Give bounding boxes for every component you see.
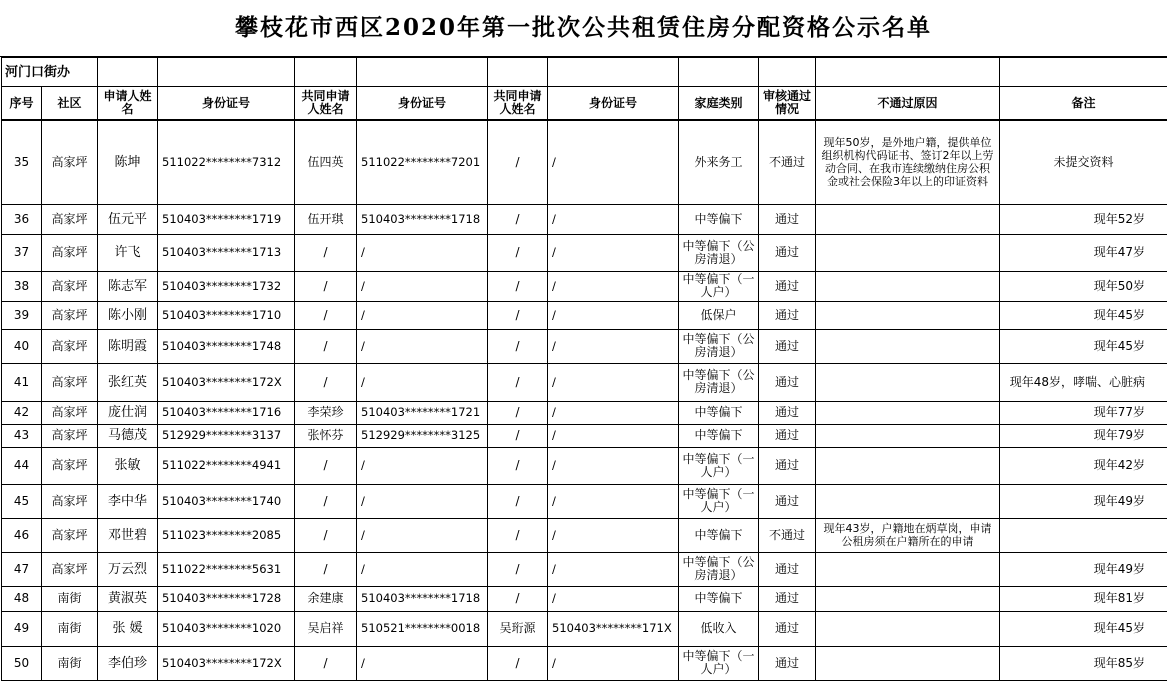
cell-co-applicant-2-id: / (548, 363, 679, 401)
cell-no: 38 (2, 271, 42, 301)
cell-applicant-name: 张 媛 (98, 611, 158, 646)
cell-review-result: 通过 (759, 363, 816, 401)
cell-no: 47 (2, 552, 42, 586)
cell-no: 37 (2, 234, 42, 271)
cell-co-applicant-1-id: 512929********3125 (357, 424, 488, 447)
cell-review-result: 通过 (759, 329, 816, 363)
cell-family-category: 中等偏下（一人户） (679, 447, 759, 484)
cell-co-applicant-2-id: / (548, 552, 679, 586)
table-row (2, 552, 1167, 586)
cell-co-applicant-1: 伍开琪 (295, 204, 357, 234)
header-row (2, 87, 1167, 121)
cell-co-applicant-1: / (295, 518, 357, 552)
cell-review-result: 通过 (759, 401, 816, 424)
cell-applicant-name: 陈小刚 (98, 301, 158, 329)
cell-co-applicant-2-id: / (548, 424, 679, 447)
table-row (2, 204, 1167, 234)
cell-no: 45 (2, 484, 42, 518)
cell-co-applicant-1: / (295, 484, 357, 518)
cell-applicant-name: 庞仕润 (98, 401, 158, 424)
cell-note: 现年42岁 (1000, 447, 1167, 484)
cell-id-number: 510403********1020 (158, 611, 295, 646)
cell-co-applicant-1: / (295, 552, 357, 586)
cell-rejection-reason (816, 447, 1000, 484)
cell-rejection-reason (816, 552, 1000, 586)
cell-co-applicant-2-id: / (548, 401, 679, 424)
table-row (2, 234, 1167, 271)
cell-community: 高家坪 (42, 329, 98, 363)
cell-id-number: 511022********4941 (158, 447, 295, 484)
cell-rejection-reason (816, 301, 1000, 329)
cell-no: 40 (2, 329, 42, 363)
cell-applicant-name: 陈坤 (98, 120, 158, 204)
cell-applicant-name: 李中华 (98, 484, 158, 518)
cell-community: 高家坪 (42, 234, 98, 271)
cell-co-applicant-2: / (488, 586, 548, 611)
cell-rejection-reason (816, 271, 1000, 301)
cell-community: 高家坪 (42, 120, 98, 204)
table-row (2, 646, 1167, 680)
table-row (2, 518, 1167, 552)
header-reason: 不通过原因 (816, 87, 1000, 121)
cell-co-applicant-1: / (295, 301, 357, 329)
header-co-applicant-1: 共同申请人姓名 (295, 87, 357, 121)
cell-co-applicant-2: / (488, 301, 548, 329)
cell-community: 高家坪 (42, 301, 98, 329)
cell-note: 现年47岁 (1000, 234, 1167, 271)
cell-applicant-name: 张敏 (98, 447, 158, 484)
cell-id-number: 511022********5631 (158, 552, 295, 586)
cell-co-applicant-1: 余建康 (295, 586, 357, 611)
cell-rejection-reason (816, 234, 1000, 271)
cell-applicant-name: 万云烈 (98, 552, 158, 586)
cell-co-applicant-2-id: / (548, 234, 679, 271)
cell-id-number: 510403********1719 (158, 204, 295, 234)
cell-co-applicant-2: / (488, 518, 548, 552)
cell-id-number: 511022********7312 (158, 120, 295, 204)
cell-id-number: 510403********1713 (158, 234, 295, 271)
cell-review-result: 不通过 (759, 120, 816, 204)
cell-family-category: 外来务工 (679, 120, 759, 204)
cell-community: 南街 (42, 646, 98, 680)
cell-co-applicant-1-id: / (357, 363, 488, 401)
cell-review-result: 通过 (759, 234, 816, 271)
cell-community: 高家坪 (42, 363, 98, 401)
office-label: 河门口街办 (2, 58, 98, 87)
cell-co-applicant-1-id: / (357, 271, 488, 301)
cell-rejection-reason (816, 204, 1000, 234)
cell-co-applicant-2-id: / (548, 518, 679, 552)
cell-applicant-name: 邓世碧 (98, 518, 158, 552)
cell-co-applicant-2: / (488, 447, 548, 484)
cell-community: 高家坪 (42, 447, 98, 484)
cell-co-applicant-2: / (488, 424, 548, 447)
cell-review-result: 通过 (759, 586, 816, 611)
cell-co-applicant-2-id: / (548, 484, 679, 518)
cell-rejection-reason (816, 329, 1000, 363)
cell-note: 现年45岁 (1000, 611, 1167, 646)
cell-no: 42 (2, 401, 42, 424)
cell-family-category: 中等偏下（一人户） (679, 646, 759, 680)
cell-note (1000, 518, 1167, 552)
cell-applicant-name: 黄淑英 (98, 586, 158, 611)
table-body (2, 120, 1167, 680)
cell-applicant-name: 陈明霞 (98, 329, 158, 363)
cell-family-category: 中等偏下 (679, 401, 759, 424)
cell-co-applicant-2: / (488, 234, 548, 271)
cell-review-result: 通过 (759, 204, 816, 234)
cell-co-applicant-2: 吴珩源 (488, 611, 548, 646)
cell-note: 现年77岁 (1000, 401, 1167, 424)
cell-applicant-name: 李伯珍 (98, 646, 158, 680)
cell-family-category: 中等偏下 (679, 586, 759, 611)
cell-co-applicant-1: / (295, 447, 357, 484)
page-title: 攀枝花市西区2020年第一批次公共租赁住房分配资格公示名单 (0, 0, 1167, 57)
cell-community: 南街 (42, 611, 98, 646)
table-row (2, 120, 1167, 204)
cell-note: 现年50岁 (1000, 271, 1167, 301)
cell-community: 高家坪 (42, 424, 98, 447)
allocation-table (1, 57, 1167, 681)
cell-community: 高家坪 (42, 518, 98, 552)
cell-co-applicant-1-id: 510403********1718 (357, 204, 488, 234)
cell-co-applicant-2: / (488, 363, 548, 401)
cell-co-applicant-1-id: / (357, 301, 488, 329)
cell-rejection-reason (816, 363, 1000, 401)
cell-rejection-reason (816, 401, 1000, 424)
cell-id-number: 510403********1740 (158, 484, 295, 518)
cell-note: 现年81岁 (1000, 586, 1167, 611)
cell-co-applicant-1: / (295, 234, 357, 271)
cell-review-result: 通过 (759, 484, 816, 518)
cell-co-applicant-1-id: / (357, 447, 488, 484)
cell-co-applicant-1-id: / (357, 234, 488, 271)
cell-co-applicant-2-id: / (548, 204, 679, 234)
cell-id-number: 510403********1710 (158, 301, 295, 329)
cell-id-number: 510403********172X (158, 646, 295, 680)
cell-rejection-reason (816, 611, 1000, 646)
cell-co-applicant-2: / (488, 329, 548, 363)
table-row (2, 484, 1167, 518)
cell-co-applicant-1: 李荣珍 (295, 401, 357, 424)
cell-id-number: 511023********2085 (158, 518, 295, 552)
cell-family-category: 中等偏下 (679, 518, 759, 552)
cell-no: 43 (2, 424, 42, 447)
cell-no: 48 (2, 586, 42, 611)
cell-co-applicant-2-id: / (548, 329, 679, 363)
cell-note: 现年85岁 (1000, 646, 1167, 680)
cell-co-applicant-1: 伍四英 (295, 120, 357, 204)
header-note: 备注 (1000, 87, 1167, 121)
cell-community: 高家坪 (42, 552, 98, 586)
cell-note: 现年45岁 (1000, 301, 1167, 329)
cell-no: 41 (2, 363, 42, 401)
cell-co-applicant-1-id: / (357, 329, 488, 363)
header-category: 家庭类别 (679, 87, 759, 121)
table-row (2, 611, 1167, 646)
cell-review-result: 不通过 (759, 518, 816, 552)
cell-no: 50 (2, 646, 42, 680)
cell-id-number: 510403********1716 (158, 401, 295, 424)
cell-co-applicant-2: / (488, 484, 548, 518)
cell-review-result: 通过 (759, 447, 816, 484)
header-result: 审核通过情况 (759, 87, 816, 121)
table-row (2, 401, 1167, 424)
table-row (2, 329, 1167, 363)
cell-family-category: 中等偏下（公房清退） (679, 234, 759, 271)
cell-note: 现年79岁 (1000, 424, 1167, 447)
cell-co-applicant-1-id: 510521********0018 (357, 611, 488, 646)
table-row (2, 424, 1167, 447)
cell-applicant-name: 伍元平 (98, 204, 158, 234)
cell-note: 现年48岁，哮喘、心脏病 (1000, 363, 1167, 401)
office-row (2, 58, 1167, 87)
cell-no: 44 (2, 447, 42, 484)
table-row (2, 363, 1167, 401)
cell-co-applicant-1-id: 510403********1718 (357, 586, 488, 611)
cell-review-result: 通过 (759, 552, 816, 586)
cell-community: 南街 (42, 586, 98, 611)
cell-id-number: 510403********172X (158, 363, 295, 401)
cell-co-applicant-2: / (488, 271, 548, 301)
cell-rejection-reason: 现年43岁，户籍地在炳草岗，申请公租房须在户籍所在的申请 (816, 518, 1000, 552)
cell-no: 39 (2, 301, 42, 329)
cell-co-applicant-1: / (295, 363, 357, 401)
cell-note: 现年45岁 (1000, 329, 1167, 363)
header-community: 社区 (42, 87, 98, 121)
cell-co-applicant-2-id: / (548, 586, 679, 611)
cell-family-category: 中等偏下 (679, 424, 759, 447)
cell-rejection-reason: 现年50岁，是外地户籍，提供单位组织机构代码证书、签订2年以上劳动合同、在我市连续缴纳住房公积金或社会保险3年以上的印证资料 (816, 120, 1000, 204)
header-no: 序号 (2, 87, 42, 121)
cell-note: 现年52岁 (1000, 204, 1167, 234)
cell-co-applicant-1-id: / (357, 484, 488, 518)
cell-co-applicant-1-id: / (357, 518, 488, 552)
cell-review-result: 通过 (759, 301, 816, 329)
cell-family-category: 中等偏下（一人户） (679, 271, 759, 301)
cell-co-applicant-1: 张怀芬 (295, 424, 357, 447)
cell-id-number: 512929********3137 (158, 424, 295, 447)
cell-no: 36 (2, 204, 42, 234)
header-co-applicant-2-id: 身份证号 (548, 87, 679, 121)
cell-review-result: 通过 (759, 611, 816, 646)
cell-co-applicant-2: / (488, 120, 548, 204)
cell-co-applicant-2: / (488, 552, 548, 586)
cell-family-category: 低保户 (679, 301, 759, 329)
cell-rejection-reason (816, 586, 1000, 611)
cell-review-result: 通过 (759, 424, 816, 447)
cell-co-applicant-1: / (295, 646, 357, 680)
cell-family-category: 中等偏下（公房清退） (679, 552, 759, 586)
cell-co-applicant-1: / (295, 329, 357, 363)
cell-co-applicant-2-id: / (548, 301, 679, 329)
table-row (2, 301, 1167, 329)
cell-co-applicant-1-id: 511022********7201 (357, 120, 488, 204)
cell-co-applicant-1-id: / (357, 646, 488, 680)
cell-applicant-name: 陈志军 (98, 271, 158, 301)
cell-review-result: 通过 (759, 271, 816, 301)
cell-applicant-name: 许飞 (98, 234, 158, 271)
cell-id-number: 510403********1732 (158, 271, 295, 301)
cell-community: 高家坪 (42, 204, 98, 234)
cell-co-applicant-2-id: / (548, 646, 679, 680)
cell-rejection-reason (816, 424, 1000, 447)
cell-applicant-name: 张红英 (98, 363, 158, 401)
cell-co-applicant-1: 吴启祥 (295, 611, 357, 646)
cell-no: 35 (2, 120, 42, 204)
cell-id-number: 510403********1748 (158, 329, 295, 363)
cell-family-category: 中等偏下（公房清退） (679, 363, 759, 401)
cell-family-category: 中等偏下（一人户） (679, 484, 759, 518)
cell-co-applicant-1: / (295, 271, 357, 301)
cell-co-applicant-2-id: / (548, 447, 679, 484)
header-co-applicant-1-id: 身份证号 (357, 87, 488, 121)
cell-co-applicant-2: / (488, 646, 548, 680)
cell-note: 现年49岁 (1000, 552, 1167, 586)
header-applicant: 申请人姓名 (98, 87, 158, 121)
table-row (2, 447, 1167, 484)
cell-applicant-name: 马德茂 (98, 424, 158, 447)
cell-family-category: 中等偏下（公房清退） (679, 329, 759, 363)
cell-community: 高家坪 (42, 484, 98, 518)
cell-family-category: 低收入 (679, 611, 759, 646)
cell-review-result: 通过 (759, 646, 816, 680)
cell-family-category: 中等偏下 (679, 204, 759, 234)
table-row (2, 586, 1167, 611)
cell-co-applicant-2-id: / (548, 271, 679, 301)
cell-rejection-reason (816, 646, 1000, 680)
cell-note: 未提交资料 (1000, 120, 1167, 204)
header-id: 身份证号 (158, 87, 295, 121)
cell-community: 高家坪 (42, 401, 98, 424)
cell-note: 现年49岁 (1000, 484, 1167, 518)
cell-co-applicant-2-id: 510403********171X (548, 611, 679, 646)
cell-id-number: 510403********1728 (158, 586, 295, 611)
header-co-applicant-2: 共同申请人姓名 (488, 87, 548, 121)
cell-co-applicant-1-id: 510403********1721 (357, 401, 488, 424)
table-row (2, 271, 1167, 301)
cell-community: 高家坪 (42, 271, 98, 301)
cell-no: 49 (2, 611, 42, 646)
cell-co-applicant-1-id: / (357, 552, 488, 586)
cell-co-applicant-2: / (488, 401, 548, 424)
cell-rejection-reason (816, 484, 1000, 518)
cell-co-applicant-2: / (488, 204, 548, 234)
cell-co-applicant-2-id: / (548, 120, 679, 204)
cell-no: 46 (2, 518, 42, 552)
